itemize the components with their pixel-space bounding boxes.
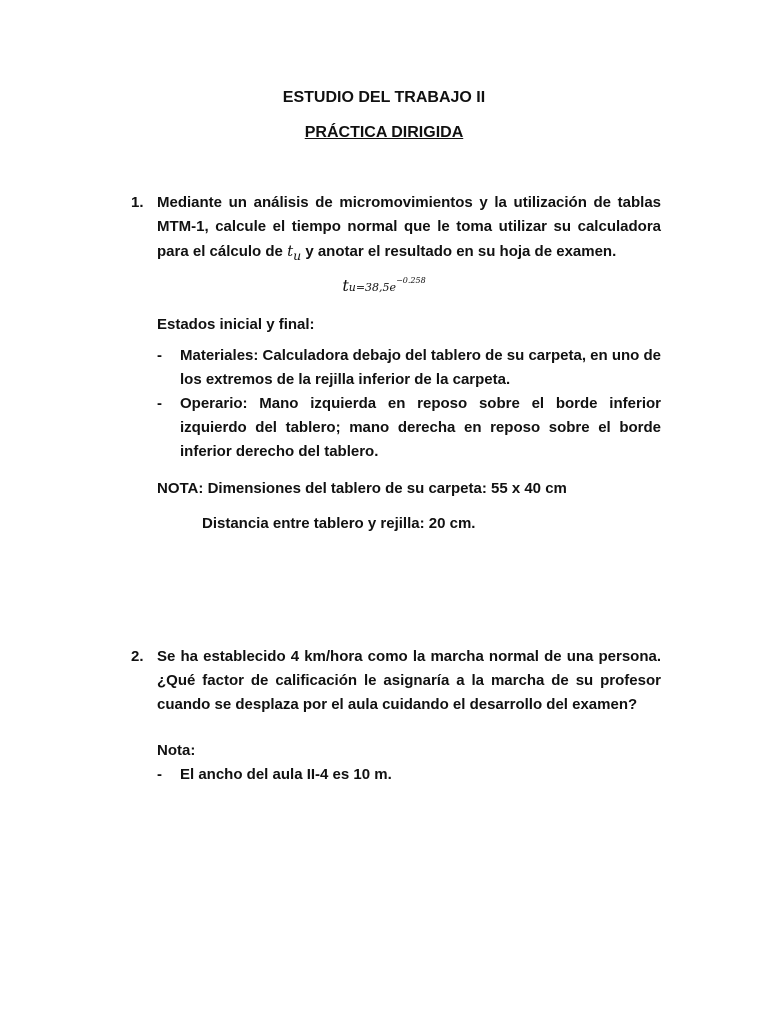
question-1-text bbox=[157, 191, 661, 268]
note-text: Dimensiones del tablero de su carpeta: 55 x 40 cm bbox=[207, 480, 567, 497]
dash-bullet: - bbox=[157, 766, 162, 783]
note-line bbox=[157, 477, 567, 501]
question-2 bbox=[131, 645, 661, 717]
document-subtitle: PRÁCTICA DIRIGIDA bbox=[304, 124, 464, 141]
question-2-number: 2. bbox=[131, 648, 144, 665]
question-1-text-part1: Mediante un análisis de micromovimientos y la utilización de tablas MTM-1, calcule el tiempo normal que le toma utilizar su calculadora para el cálculo de bbox=[157, 194, 661, 260]
question-1-text-part2: y anotar el resultado en su hoja de examen. bbox=[305, 243, 617, 260]
state-item-operario bbox=[157, 392, 661, 464]
formula-exponent: −0.258 bbox=[396, 276, 426, 285]
state-label: Materiales: bbox=[180, 347, 259, 364]
state-label: Operario: bbox=[180, 395, 248, 412]
formula-variable: t bbox=[342, 276, 349, 295]
note-label: NOTA: bbox=[157, 480, 204, 497]
question-1-number: 1. bbox=[131, 194, 144, 211]
note-2-item-text: El ancho del aula II-4 es 10 m. bbox=[180, 766, 392, 783]
question-1 bbox=[131, 191, 661, 268]
formula bbox=[0, 276, 768, 295]
formula-subscript: u=38,5e bbox=[348, 281, 397, 294]
states-heading: Estados inicial y final: bbox=[157, 316, 315, 333]
state-text: Mano izquierda en reposo sobre el borde inferior izquierdo del tablero; mano derecha en reposo sobre el borde inferior derecho del tablero. bbox=[180, 395, 661, 460]
document-title: ESTUDIO DEL TRABAJO II bbox=[282, 89, 486, 106]
inline-variable-symbol: t bbox=[287, 242, 294, 260]
question-2-text: Se ha establecido 4 km/hora como la marcha normal de una persona. ¿Qué factor de calificación le asignaría a la marcha de su profesor cuando se desplaza por el aula cuidando el desarrollo del examen? bbox=[157, 648, 661, 713]
state-item-materiales bbox=[157, 344, 661, 392]
dash-bullet: - bbox=[157, 347, 162, 364]
inline-variable bbox=[287, 242, 302, 263]
distance-line: Distancia entre tablero y rejilla: 20 cm. bbox=[202, 515, 476, 532]
state-text: Calculadora debajo del tablero de su carpeta, en uno de los extremos de la rejilla inferior de la carpeta. bbox=[180, 347, 661, 388]
dash-bullet: - bbox=[157, 395, 162, 412]
note-2-heading: Nota: bbox=[157, 742, 196, 759]
inline-variable-subscript: u bbox=[293, 248, 302, 263]
note-2-item bbox=[157, 763, 661, 787]
